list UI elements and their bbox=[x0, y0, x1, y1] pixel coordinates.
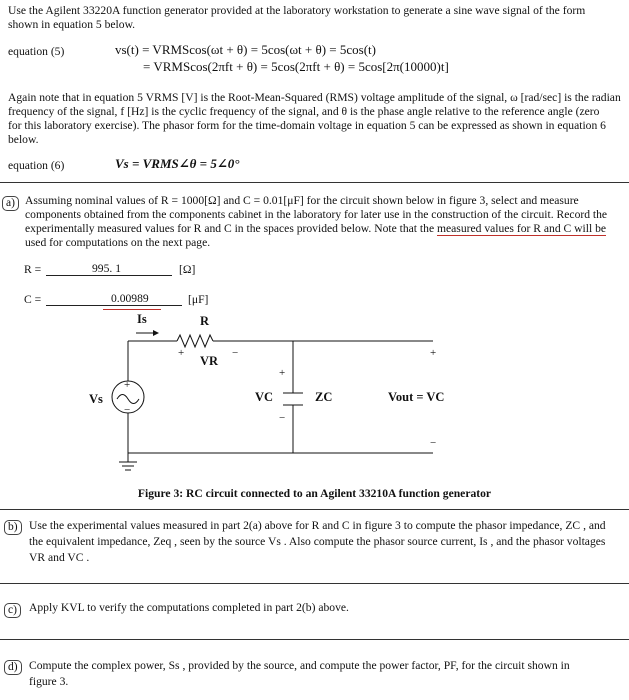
resistor-plus: + bbox=[178, 347, 185, 359]
output-plus: + bbox=[430, 347, 437, 359]
equation-6-expression: Vs = VRMS∠θ = 5∠0° bbox=[115, 156, 240, 171]
equation-5-line-2: = VRMScos(2πft + θ) = 5cos(2πft + θ) = 5cos[2π(10000)t] bbox=[143, 59, 449, 74]
equation-6-label: equation (6) bbox=[8, 159, 65, 172]
part-b-marker: b) bbox=[4, 517, 22, 535]
section-divider-d bbox=[0, 639, 629, 640]
current-arrow-icon bbox=[153, 330, 159, 336]
part-d-marker: d) bbox=[4, 657, 22, 675]
resistor-symbol bbox=[177, 335, 213, 347]
equation-5-line-1: vs(t) = VRMScos(ωt + θ) = 5cos(ωt + θ) = 5cos(t) bbox=[115, 42, 376, 57]
part-c-text: Apply KVL to verify the computations completed in part 2(b) above. bbox=[29, 601, 349, 614]
section-divider-b bbox=[0, 509, 629, 510]
part-c-marker: c) bbox=[4, 600, 21, 618]
source-minus: − bbox=[124, 404, 131, 416]
part-b-text: Use the experimental values measured in part 2(a) above for R and C in figure 3 to compute the phasor impedance, ZC , and the equivalent impedance, Zeq , seen by the source Vs . Also compute the phasor source current, Is , and the phasor voltages VR and VC . bbox=[29, 519, 606, 564]
part-d-text: Compute the complex power, Ss , provided by the source, and compute the power factor, PF, for the circuit shown in figure 3. bbox=[29, 659, 570, 688]
intro-text: Use the Agilent 33220A function generator provided at the laboratory workstation to generate a sine wave signal of the form shown in equation 5 below. bbox=[8, 4, 586, 31]
source-plus: + bbox=[124, 379, 131, 391]
current-label: Is bbox=[137, 312, 147, 326]
equation-5-label: equation (5) bbox=[8, 45, 65, 58]
resistor-voltage-label: VR bbox=[200, 354, 219, 368]
capacitor-minus: − bbox=[279, 412, 286, 424]
r-unit: [Ω] bbox=[179, 263, 196, 276]
output-voltage-label: Vout = VC bbox=[388, 390, 445, 404]
c-value: 0.00989 bbox=[111, 292, 149, 305]
source-voltage-label: Vs bbox=[89, 392, 103, 406]
c-label: C = bbox=[24, 293, 42, 306]
part-a-text: Assuming nominal values of R = 1000[Ω] and C = 0.01[μF] for the circuit shown below in figure 3, select and measure components obtained from the components cabinet in the laboratory for later use in the construction of the circuit. Record the experimentally measured values for R and C in the spaces provided below. Note that the measured values for R and C will be used for computations on the next page. bbox=[25, 194, 608, 249]
resistor-label: R bbox=[200, 314, 210, 328]
figure-3-caption: Figure 3: RC circuit connected to an Agilent 33210A function generator bbox=[137, 487, 492, 500]
resistor-minus: − bbox=[232, 347, 239, 359]
r-label: R = bbox=[24, 263, 42, 276]
section-divider-c bbox=[0, 583, 629, 584]
measured-values-note: measured values for R and C will be bbox=[437, 222, 607, 235]
capacitor-impedance-label: ZC bbox=[315, 390, 333, 404]
output-minus: − bbox=[430, 437, 437, 449]
explanation-paragraph: Again note that in equation 5 VRMS [V] is the Root-Mean-Squared (RMS) voltage amplitude of the signal, ω [rad/sec] is the radian frequency of the signal, f [Hz] is the cyclic frequency of the signal, and θ is the phase angle relative to the reference angle (zero for this laboratory exercise). The phasor form for the time-domain voltage in equation 5 can be expressed as shown in equation 6 below. bbox=[8, 91, 621, 146]
capacitor-plus: + bbox=[279, 367, 286, 379]
capacitor-voltage-label: VC bbox=[255, 390, 274, 404]
c-unit: [μF] bbox=[188, 293, 209, 306]
part-a-marker: a) bbox=[2, 193, 19, 211]
r-value: 995. 1 bbox=[92, 262, 121, 275]
